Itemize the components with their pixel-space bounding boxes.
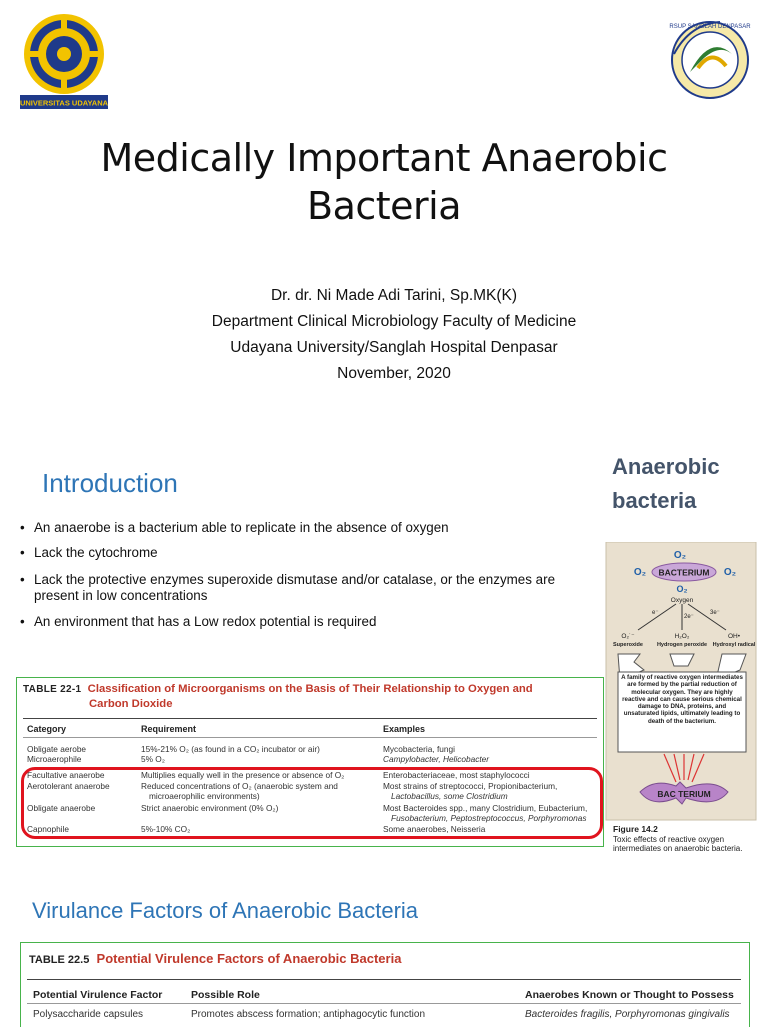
table-cell: Microaerophile — [27, 754, 82, 764]
table-cell: Promotes abscess formation; antiphagocytic function — [191, 1009, 426, 1020]
table-caption-text: Potential Virulence Factors of Anaerobic Bacteria — [96, 951, 402, 966]
table-cell: Aerotolerant anaerobe — [27, 781, 110, 791]
bullet-item — [20, 545, 600, 561]
side-heading-line-2: bacteria — [612, 488, 697, 513]
hydroxyl-label: Hydroxyl radical — [712, 642, 756, 648]
table-cell: Fusobacterium, Peptostreptococcus, Porphyromonas — [391, 813, 587, 823]
figure-caption-text: Toxic effects of reactive oxygen intermediates on anaerobic bacteria. — [613, 834, 743, 853]
electron-label: e⁻ — [652, 610, 659, 616]
anaerobe-rows-highlight — [21, 767, 603, 839]
introduction-slide — [0, 440, 768, 860]
bullet-text: An anaerobe is a bacterium able to replicate in the absence of oxygen — [34, 520, 449, 535]
bullet-item — [20, 520, 600, 536]
table-rule — [27, 979, 741, 980]
table-cell: Facultative anaerobe — [27, 770, 105, 780]
table-cell: Obligate aerobe — [27, 744, 87, 754]
bullet-dot-icon: • — [20, 520, 25, 535]
table-header-requirement: Requirement — [141, 724, 197, 734]
h2o2-formula: H₂O₂ — [674, 633, 690, 640]
table-cell: Enterobacteriaceae, most staphylococci — [383, 770, 530, 780]
bullet-text: An environment that has a Low redox potential is required — [34, 614, 377, 629]
bullet-text: Lack the cytochrome — [34, 545, 158, 560]
bullet-item — [20, 614, 600, 630]
bullet-dot-icon: • — [20, 614, 25, 629]
hydroxyl-formula: OH• — [727, 633, 741, 640]
table-cell: Multiplies equally well in the presence or absence of O₂ — [141, 770, 345, 780]
bullet-dot-icon: • — [20, 572, 25, 587]
bullet-dot-icon: • — [20, 545, 25, 560]
table-caption — [29, 951, 401, 966]
superoxide-label: Superoxide — [613, 642, 643, 648]
o2-mid-label: O₂ — [676, 584, 688, 594]
table-tag: TABLE 22-1 — [23, 684, 82, 695]
o2-top-label: O₂ — [673, 550, 687, 561]
anaerobic-bacteria-heading — [612, 450, 742, 518]
table-header-category: Category — [27, 724, 67, 734]
ros-description: A family of reactive oxygen intermediates are formed by the partial reduction of molecular oxygen. They are highly reactive and can cause serious chemical damage to DNA, proteins, and unsaturated lipids, ultimately leading to death of the bacterium. — [621, 674, 743, 725]
figure-caption — [613, 825, 763, 854]
presentation-date: November, 2020 — [337, 365, 451, 382]
bullet-text: Lack the protective enzymes superoxide dismutase and/or catalase, or the enzymes are present in low concentrations — [34, 572, 556, 603]
table-cell: 15%-21% O₂ (as found in a CO₂ incubator or air) — [141, 744, 320, 754]
reactive-oxygen-figure — [604, 542, 758, 854]
udayana-university-logo — [18, 12, 110, 110]
introduction-heading: Introduction — [42, 468, 178, 498]
table-cell: Lactobacillus, some Clostridium — [391, 791, 508, 801]
table-rule — [23, 737, 597, 738]
udayana-seal-icon — [18, 12, 110, 110]
bacterium-bottom-label: BAC TERIUM — [657, 789, 711, 799]
table-rule — [27, 1003, 741, 1004]
table-cell: Obligate anaerobe — [27, 803, 96, 813]
table-cell: Campylobacter, Helicobacter — [383, 754, 490, 764]
electron-label: 2e⁻ — [684, 614, 694, 620]
o2-left-label: O₂ — [633, 567, 647, 578]
table-cell: Most strains of streptococci, Propionibacterium, — [383, 781, 558, 791]
department-name: Department Clinical Microbiology Faculty of Medicine — [211, 313, 577, 330]
figure-caption-title: Figure 14.2 — [613, 824, 658, 834]
logo-right-text: RSUP SANGLAH DENPASAR — [669, 24, 751, 30]
table-caption — [23, 682, 533, 711]
table-cell: Mycobacteria, fungi — [383, 744, 455, 754]
table-cell: Bacteroides fragilis, Porphyromonas gingivalis — [525, 1009, 730, 1020]
table-cell: Reduced concentrations of O₂ (anaerobic system and — [141, 781, 338, 791]
author-name: Dr. dr. Ni Made Adi Tarini, Sp.MK(K) — [270, 287, 518, 304]
table-header: Potential Virulence Factor — [33, 989, 163, 1001]
table-cell: Some anaerobes, Neisseria — [383, 824, 486, 834]
virulence-factors-table — [20, 942, 750, 1027]
institution-name: Udayana University/Sanglah Hospital Denpasar — [230, 339, 558, 356]
table-cell: 5% O₂ — [141, 754, 165, 764]
bacterium-top-label: BACTERIUM — [658, 567, 710, 578]
superoxide-formula: O₂˙⁻ — [621, 633, 635, 640]
bullet-item — [20, 572, 580, 604]
electron-label: 3e⁻ — [710, 610, 720, 616]
table-cell: Strict anaerobic environment (0% O₂) — [141, 803, 279, 813]
title-line-2: Bacteria — [307, 184, 461, 228]
virulence-heading: Virulance Factors of Anaerobic Bacteria — [32, 898, 419, 923]
table-tag: TABLE 22.5 — [29, 954, 90, 966]
oxygen-label: Oxygen — [670, 597, 694, 604]
title-line-1: Medically Important Anaerobic — [100, 136, 668, 180]
reactive-oxygen-diagram — [604, 542, 758, 822]
h2o2-label: Hydrogen peroxide — [656, 642, 708, 648]
table-cell: microaerophilic environments) — [149, 791, 260, 801]
table-cell: Capnophile — [27, 824, 69, 834]
table-cell: Polysaccharide capsules — [33, 1009, 144, 1020]
side-heading-line-1: Anaerobic — [612, 454, 720, 479]
table-cell: 5%-10% CO₂ — [141, 824, 191, 834]
o2-right-label: O₂ — [723, 567, 737, 578]
table-rule — [23, 718, 597, 719]
table-caption-line-2: Carbon Dioxide — [89, 698, 173, 710]
table-caption-line-1: Classification of Microorganisms on the Basis of Their Relationship to Oxygen and — [87, 683, 533, 695]
table-cell: Most Bacteroides spp., many Clostridium, Eubacterium, — [383, 803, 588, 813]
table-header-examples: Examples — [383, 724, 426, 734]
table-header: Possible Role — [191, 989, 260, 1001]
presentation-title — [0, 134, 768, 230]
logo-left-text: UNIVERSITAS UDAYANA — [19, 98, 109, 108]
hospital-seal-icon — [660, 14, 756, 100]
title-slide — [0, 0, 768, 432]
table-header: Anaerobes Known or Thought to Possess — [525, 989, 734, 1001]
virulence-slide — [0, 870, 768, 1024]
sanglah-hospital-logo — [660, 14, 756, 100]
oxygen-classification-table — [16, 677, 604, 847]
